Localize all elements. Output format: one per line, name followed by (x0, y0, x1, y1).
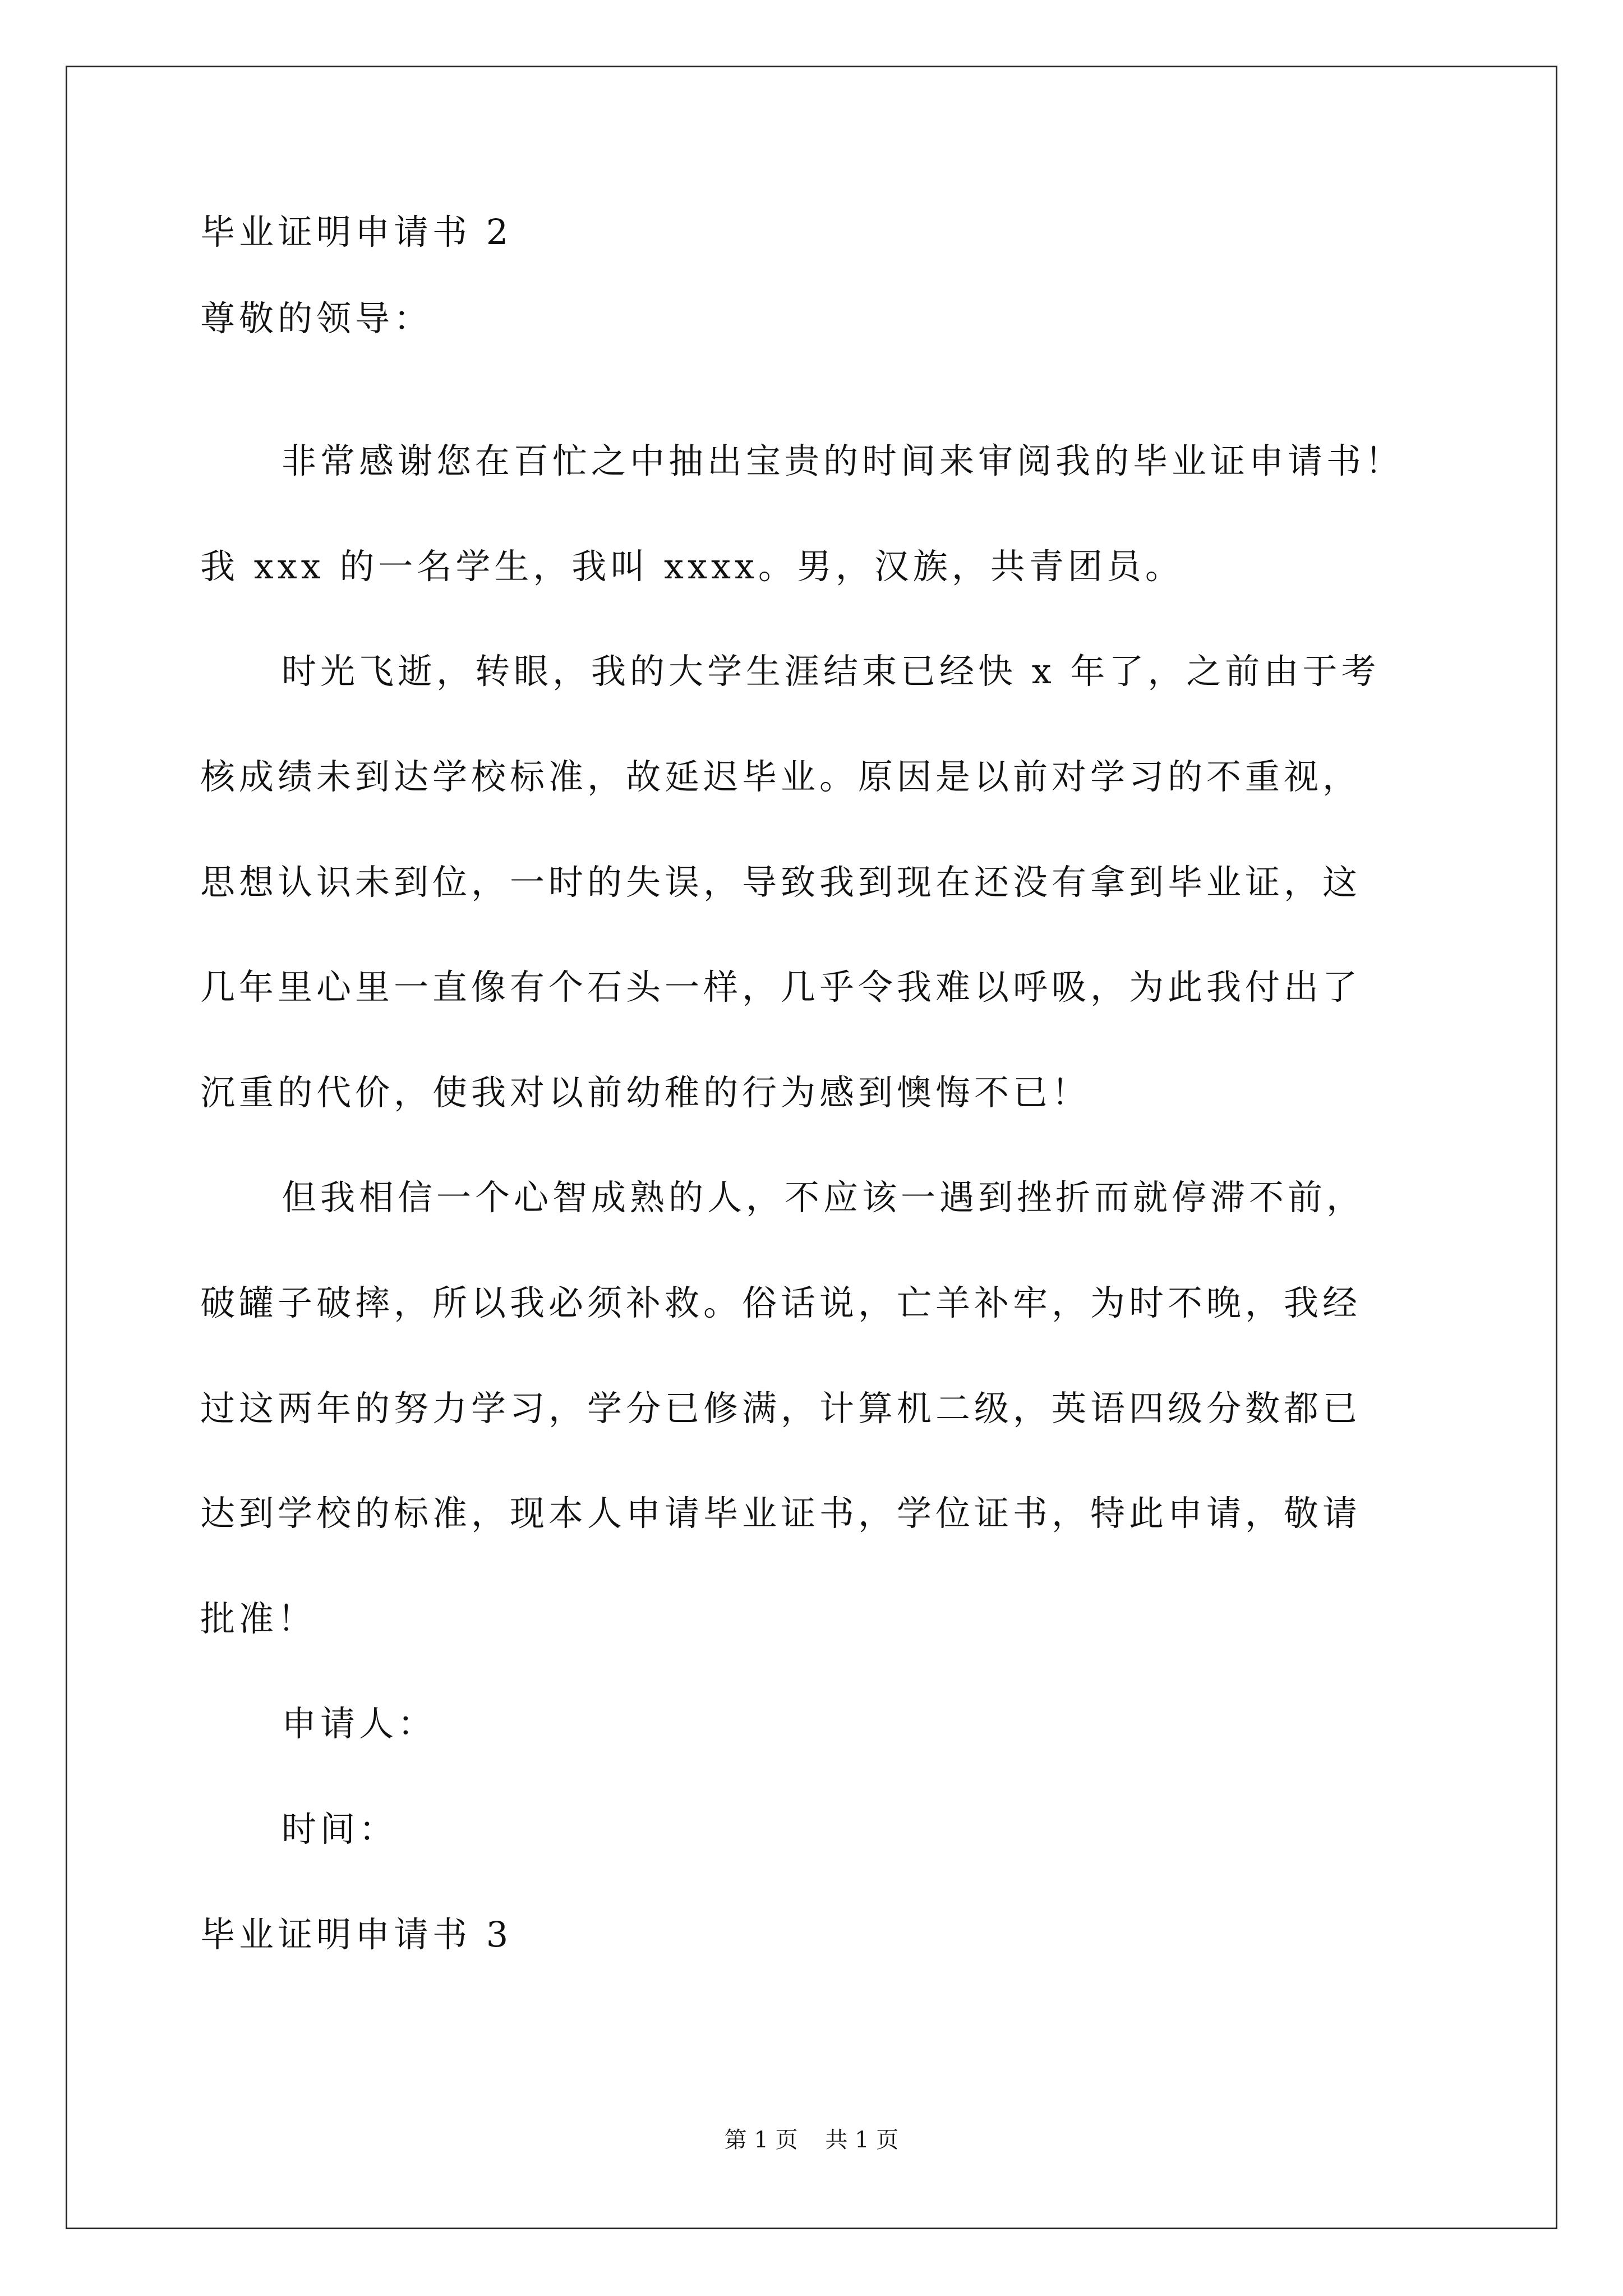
paragraph-line: 过这两年的努力学习，学分已修满，计算机二级，英语四级分数都已 (200, 1388, 1362, 1429)
paragraph-line: 破罐子破摔，所以我必须补救。俗话说，亡羊补牢，为时不晚，我经 (200, 1282, 1362, 1323)
paragraph-line: 沉重的代价，使我对以前幼稚的行为感到懊悔不已！ (200, 1072, 1091, 1113)
paragraph-line: 但我相信一个心智成熟的人，不应该一遇到挫折而就停滞不前， (282, 1177, 1366, 1218)
paragraph-line: 时光飞逝，转眼，我的大学生涯结束已经快 x 年了，之前由于考 (282, 651, 1380, 692)
paragraph-line: 核成绩未到达学校标准，故延迟毕业。原因是以前对学习的不重视， (200, 756, 1362, 797)
paragraph-line: 批准！ (200, 1598, 317, 1639)
applicant-label: 申请人： (282, 1703, 437, 1744)
page-total: 共 1 页 (825, 2127, 899, 2153)
time-label: 时间： (282, 1809, 398, 1849)
paragraph-line: 达到学校的标准，现本人申请毕业证书，学位证书，特此申请，敬请 (200, 1493, 1362, 1534)
salutation: 尊敬的领导： (200, 298, 433, 339)
paragraph-line: 我 xxx 的一名学生，我叫 xxxx。男，汉族，共青团员。 (200, 546, 1184, 587)
page-footer (0, 2126, 1623, 2154)
section-heading-2: 毕业证明申请书 2 (200, 211, 513, 252)
section-heading-3: 毕业证明申请书 3 (200, 1914, 513, 1955)
paragraph-line: 几年里心里一直像有个石头一样，几乎令我难以呼吸，为此我付出了 (200, 967, 1362, 1007)
paragraph-line: 思想认识未到位，一时的失误，导致我到现在还没有拿到毕业证，这 (200, 862, 1362, 903)
paragraph-line: 非常感谢您在百忙之中抽出宝贵的时间来审阅我的毕业证申请书！ (282, 440, 1404, 481)
page-border (66, 66, 1557, 2229)
page-number: 第 1 页 (724, 2127, 798, 2153)
